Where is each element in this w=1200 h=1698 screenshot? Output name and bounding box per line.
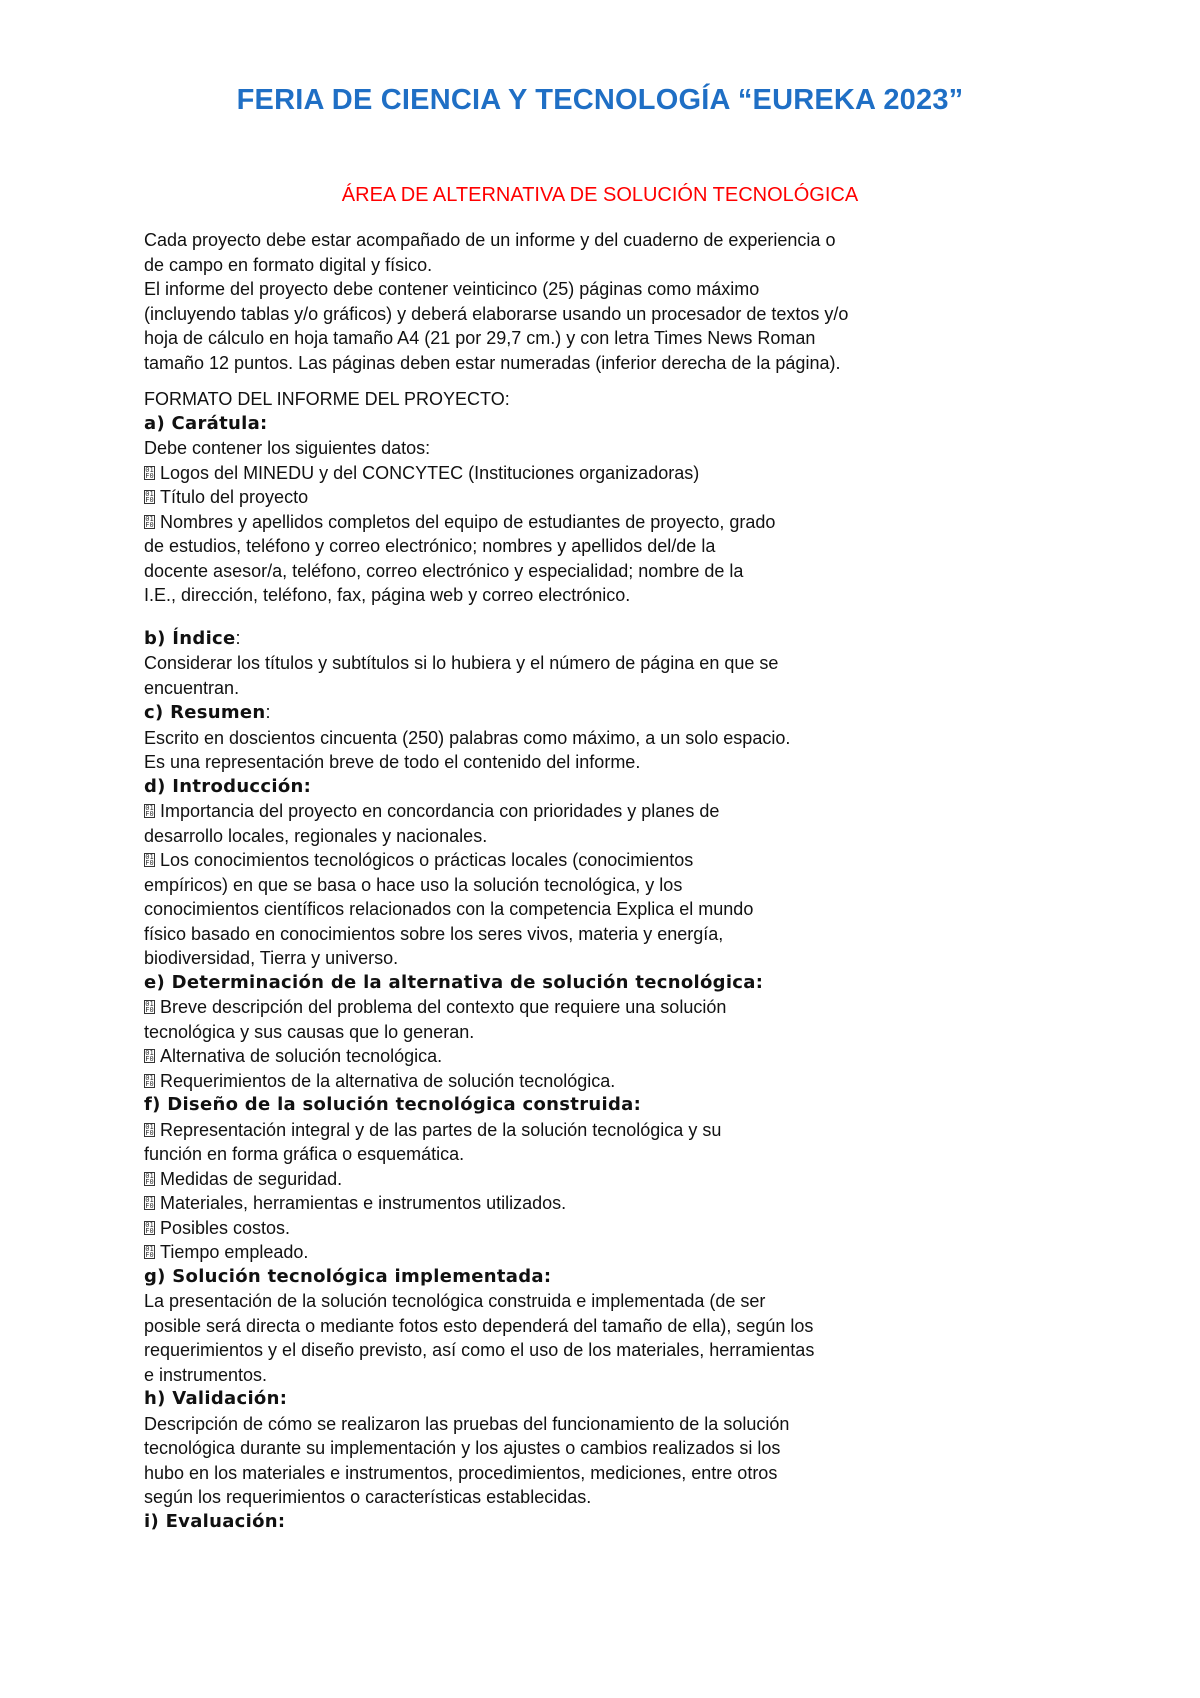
section-d-line: físico basado en conocimientos sobre los seres vivos, materia y energía, (144, 923, 724, 944)
area-subtitle: ÁREA DE ALTERNATIVA DE SOLUCIÓN TECNOLÓGICA (341, 184, 859, 206)
section-c-heading-row: c) Resumen: (144, 702, 271, 723)
bullet-icon: 01 F0 (145, 1171, 154, 1186)
section-b-heading-row: b) Índice: (144, 627, 241, 649)
format-heading: FORMATO DEL INFORME DEL PROYECTO: (144, 389, 510, 409)
section-e-heading: e) Determinación de la alternativa de solución tecnológica: (144, 971, 764, 993)
section-g-heading: g) Solución tecnológica implementada: (144, 1265, 552, 1287)
section-a-line: de estudios, teléfono y correo electrónico; nombres y apellidos del/de la (144, 536, 716, 556)
section-a-line: I.E., dirección, teléfono, fax, página web y correo electrónico. (144, 585, 631, 605)
bullet-icon: 01 F0 (145, 1245, 154, 1259)
section-h-line: hubo en los materiales e instrumentos, procedimientos, mediciones, entre otros (144, 1462, 778, 1483)
section-c-line: Es una representación breve de todo el contenido del informe. (144, 752, 641, 772)
bullet-icon: 01 F0 (145, 465, 154, 480)
section-d-line: conocimientos científicos relacionados con la competencia Explica el mundo (144, 899, 754, 919)
bullet-item: 01 F0 Título del proyecto (145, 487, 309, 507)
section-h-line: Descripción de cómo se realizaron las pruebas del funcionamiento de la solución (144, 1413, 790, 1434)
bullet-item: 01 F0 Importancia del proyecto en concordancia con prioridades y planes de (145, 801, 720, 821)
bullet-item: 01 F0 Materiales, herramientas e instrumentos utilizados. (145, 1193, 567, 1213)
section-d-line: empíricos) en que se basa o hace uso la solución tecnológica, y los (144, 874, 683, 895)
section-b-heading: b) Índice (144, 627, 236, 649)
section-b-line: Considerar los títulos y subtítulos si lo hubiera y el número de página en que se (144, 653, 779, 673)
bullet-item: 01 F0 Requerimientos de la alternativa de solución tecnológica. (145, 1070, 616, 1091)
section-b-line: encuentran. (144, 677, 240, 698)
document-title: FERIA DE CIENCIA Y TECNOLOGÍA “EUREKA 2023” (236, 84, 964, 116)
section-f-heading: f) Diseño de la solución tecnológica construida: (144, 1094, 642, 1115)
section-h-line: tecnológica durante su implementación y los ajustes o cambios realizados si los (144, 1438, 781, 1458)
section-a-line: Debe contener los siguientes datos: (144, 438, 431, 458)
bullet-icon: 01 F0 (145, 1049, 154, 1063)
intro-line: (incluyendo tablas y/o gráficos) y deberá elaborarse usando un procesador de textos y/o (144, 303, 849, 324)
section-g-line: requerimientos y el diseño previsto, así como el uso de los materiales, herramientas (144, 1340, 815, 1360)
bullet-item: 01 F0 Alternativa de solución tecnológica. (145, 1046, 443, 1066)
bullet-icon: 01 F0 (145, 853, 154, 867)
section-g-line: La presentación de la solución tecnológica construida e implementada (de ser (144, 1291, 766, 1311)
section-d-line: biodiversidad, Tierra y universo. (144, 948, 399, 968)
bullet-icon: 01 F0 (145, 804, 154, 818)
bullet-icon: 01 F0 (145, 1220, 154, 1235)
section-f-line: función en forma gráfica o esquemática. (144, 1144, 465, 1164)
bullet-icon: 01 F0 (145, 1073, 154, 1088)
section-g-line: e instrumentos. (144, 1364, 268, 1385)
section-a-line: docente asesor/a, teléfono, correo electrónico y especialidad; nombre de la (144, 560, 744, 581)
section-i-heading: i) Evaluación: (144, 1510, 286, 1532)
bullet-item: 01 F0 Tiempo empleado. (145, 1242, 309, 1262)
bullet-icon: 01 F0 (145, 514, 154, 529)
section-d-heading: d) Introducción: (144, 775, 312, 797)
bullet-icon: 01 F0 (145, 490, 154, 504)
bullet-item: 01 F0 Nombres y apellidos completos del equipo de estudiantes de proyecto, grado (145, 511, 776, 532)
section-c-heading: c) Resumen (144, 702, 266, 723)
intro-line: tamaño 12 puntos. Las páginas deben estar numeradas (inferior derecha de la página). (144, 352, 841, 373)
intro-line: El informe del proyecto debe contener veinticinco (25) páginas como máximo (144, 279, 760, 299)
section-h-line: según los requerimientos o características establecidas. (144, 1487, 592, 1507)
bullet-item: 01 F0 Logos del MINEDU y del CONCYTEC (Instituciones organizadoras) (145, 462, 700, 483)
intro-line: Cada proyecto debe estar acompañado de un informe y del cuaderno de experiencia o (144, 230, 836, 250)
section-h-heading: h) Validación: (144, 1388, 288, 1409)
bullet-item: 01 F0 Medidas de seguridad. (145, 1168, 343, 1189)
bullet-icon: 01 F0 (145, 1196, 154, 1210)
intro-line: de campo en formato digital y físico. (144, 254, 433, 275)
bullet-icon: 01 F0 (145, 1122, 154, 1137)
section-e-line: tecnológica y sus causas que lo generan. (144, 1021, 475, 1042)
bullet-item: 01 F0 Los conocimientos tecnológicos o prácticas locales (conocimientos (145, 850, 694, 870)
intro-line: hoja de cálculo en hoja tamaño A4 (21 por 29,7 cm.) y con letra Times News Roman (144, 328, 816, 348)
section-d-line: desarrollo locales, regionales y nacionales. (144, 825, 488, 846)
bullet-item: 01 F0 Breve descripción del problema del contexto que requiere una solución (145, 997, 727, 1017)
section-g-line: posible será directa o mediante fotos esto dependerá del tamaño de ella), según los (144, 1315, 814, 1336)
section-c-line: Escrito en doscientos cincuenta (250) palabras como máximo, a un solo espacio. (144, 727, 791, 748)
intro-paragraph (144, 228, 984, 375)
bullet-item: 01 F0 Representación integral y de las partes de la solución tecnológica y su (145, 1119, 722, 1140)
section-a-heading: a) Carátula: (144, 412, 268, 434)
bullet-icon: 01 F0 (145, 1000, 154, 1014)
bullet-item: 01 F0 Posibles costos. (145, 1217, 291, 1238)
document-body (144, 228, 984, 1534)
